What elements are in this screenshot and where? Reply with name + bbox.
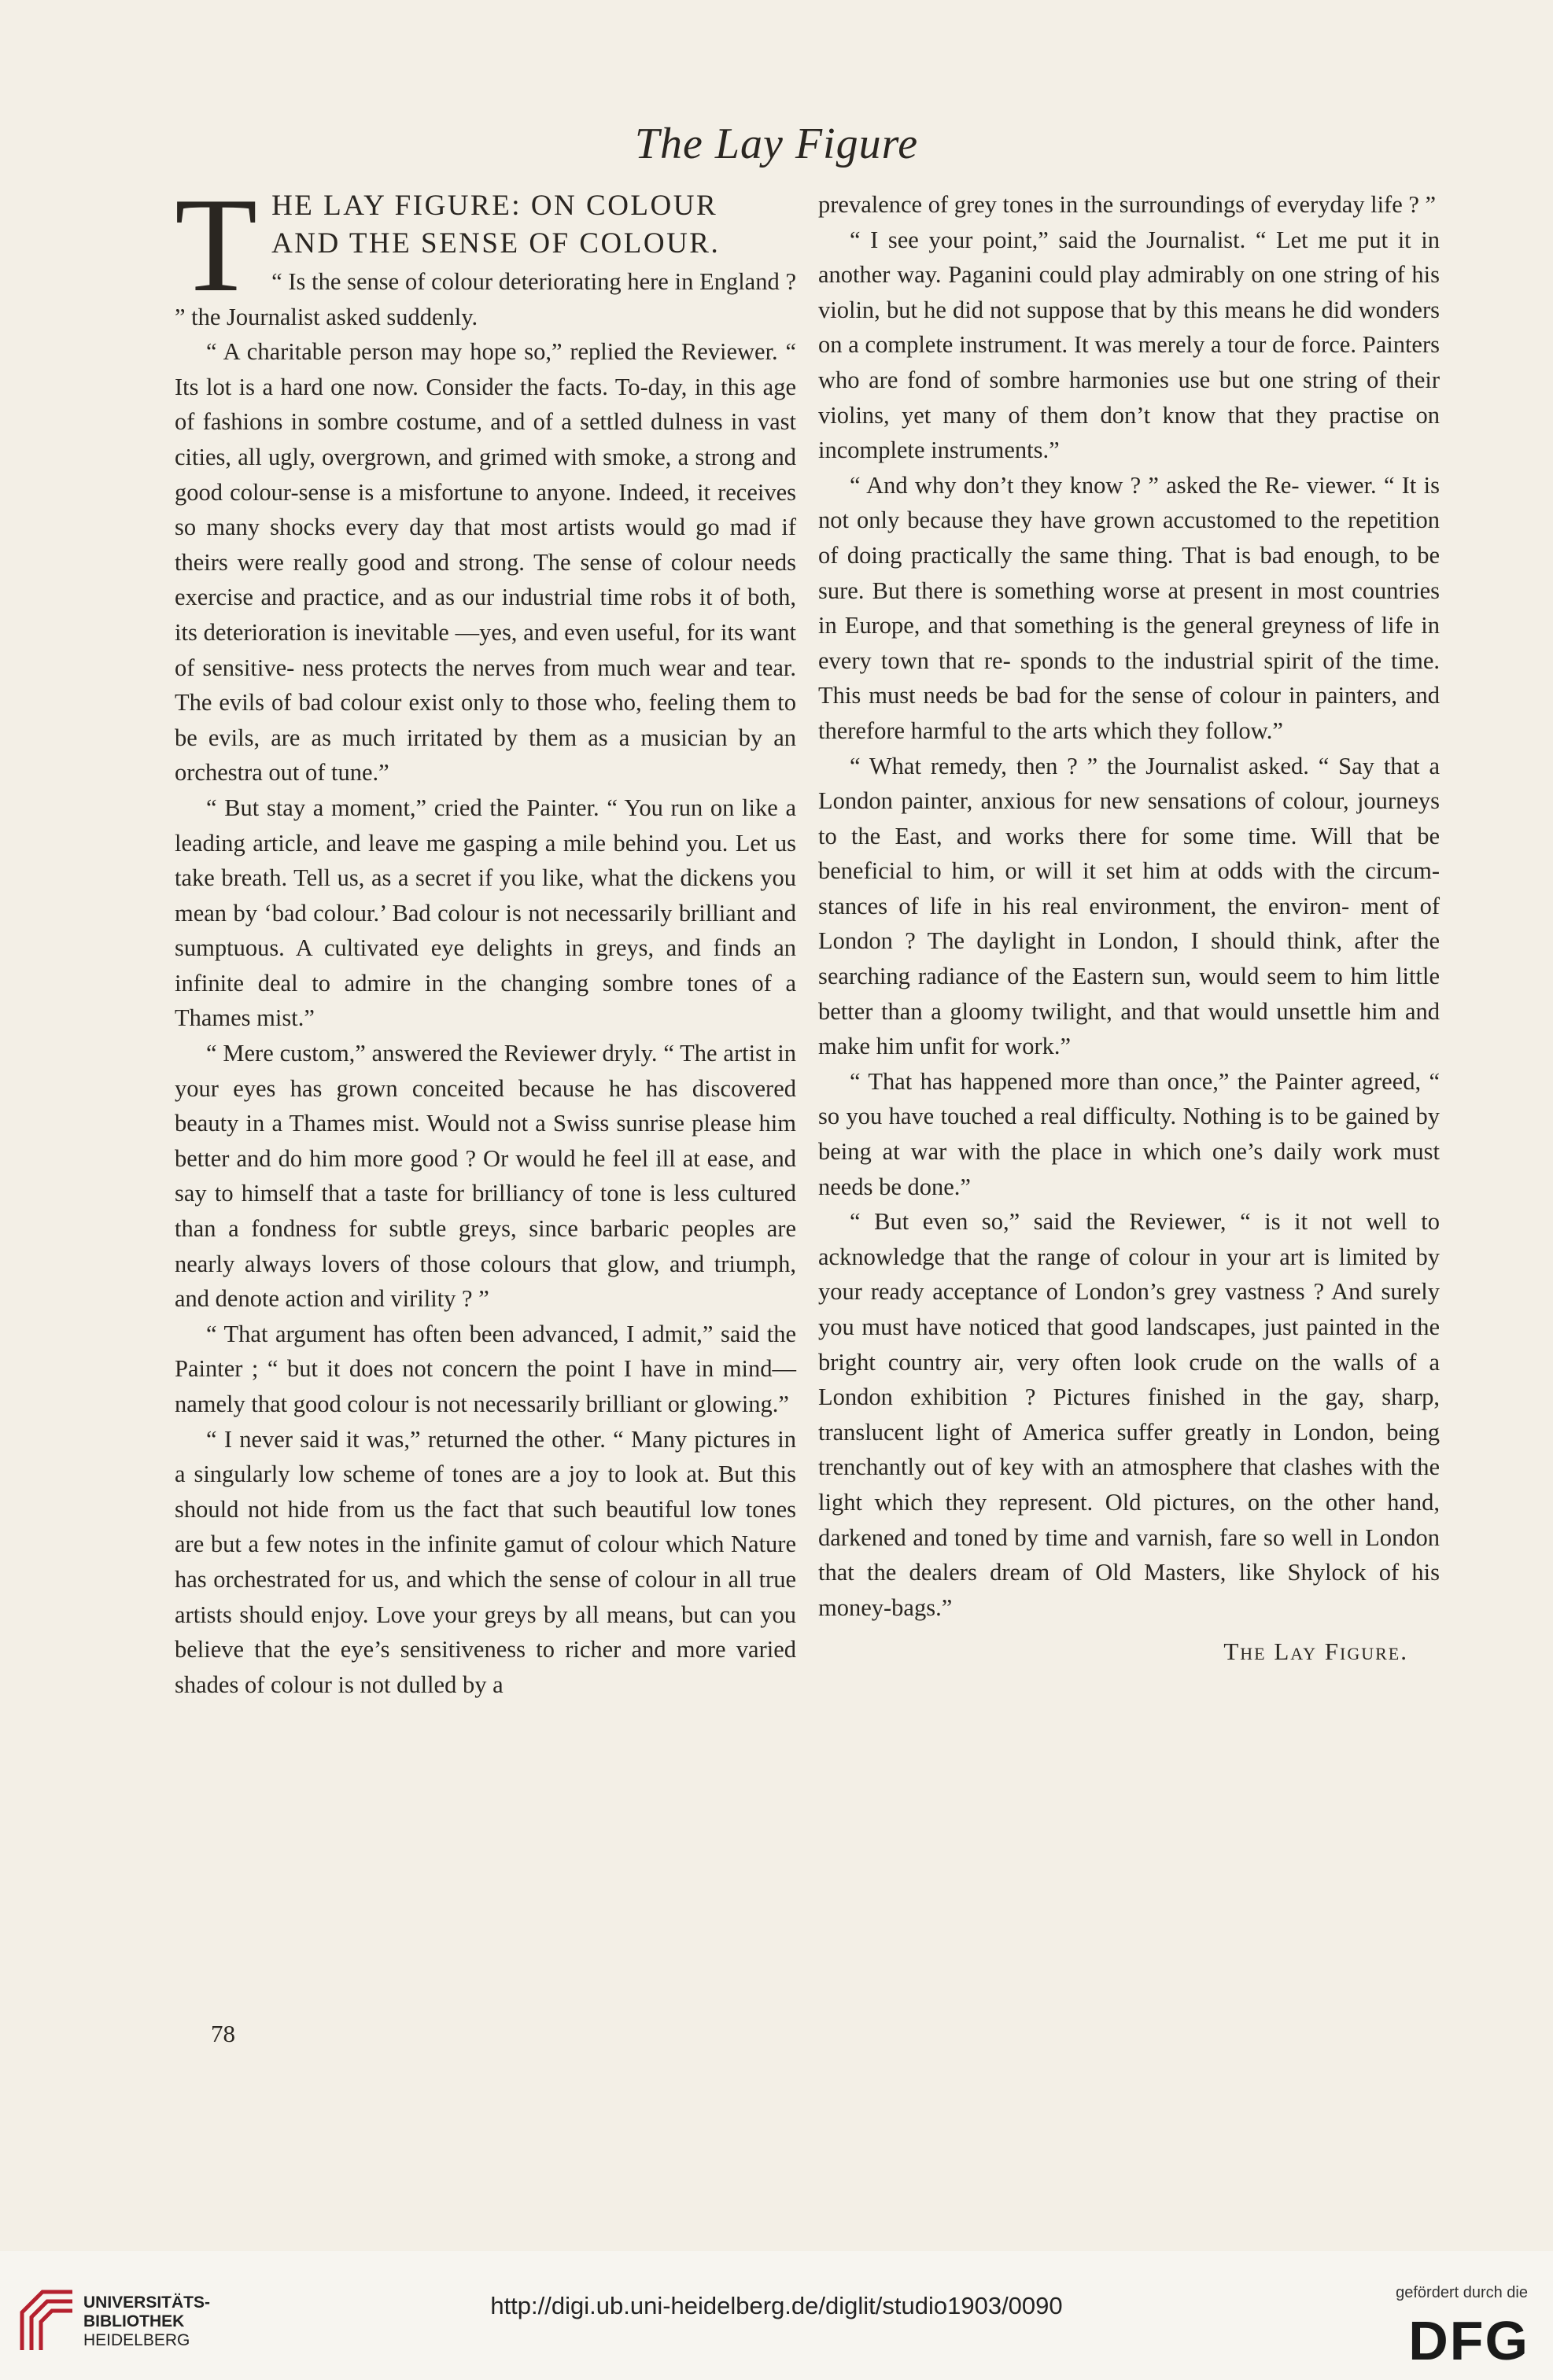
drop-cap: T (175, 171, 258, 320)
paragraph: “ I see your point,” said the Journalist. “ Let me put it in another way. Paganini could play admirably on one string of his violin, but he did not suppose that by this means he did wonders on a complete instrument. It was merely a tour de force. Painters who are fond of sombre harmonies use but one string of their violins, yet many of them don’t know that they practise on incomplete instruments.” (818, 226, 1440, 464)
paragraph: “ I never said it was,” returned the other. “ Many pictures in a singularly low scheme of tones are a joy to look at. But this should not hide from us the fact that such beautiful low tones are but a few notes in the infinite gamut of colour which Nature has orchestrated for us, and which the sense of colour in all true artists should enjoy. Love your greys by all means, but can you believe that the eye’s sensitiveness to richer and more varied shades of colour is not dulled by a (175, 1425, 796, 1698)
paragraph: “ That has happened more than once,” the Painter agreed, “ so you have touched a real difficulty. Nothing is to be gained by being at war with the place in which one’s daily work must needs be done.” (818, 1067, 1440, 1200)
paragraph: “ A charitable person may hope so,” replied the Reviewer. “ Its lot is a hard one now. Consider the facts. To-day, in this age of fashions in sombre costume, and of a settled dulness in vast cities, all ugly, overgrown, and grimed with smoke, a strong and good colour-sense is a misfortune to anyone. Indeed, it receives so many shocks every day that most artists would go mad if theirs were really good and strong. The sense of colour needs exercise and practice, and as our industrial time robs it of both, its deterioration is inevitable —yes, and even useful, for its want of sensitive- ness protects the nerves from much wear and tear. The evils of bad colour exist only to those who, feeling them to be evils, are as much irritated by them as a musician by an orchestra out of tune.” (175, 338, 796, 787)
paragraph: “ What remedy, then ? ” the Journalist asked. “ Say that a London painter, anxious for new sensations of colour, journeys to the East, and works there for some time. Will that be beneficial to him, or will it set him at odds with the circum- stances of life in his real environment, the environ- ment of London ? The daylight in London, I should think, after the searching radiance of the Eastern sun, would seem to him little better than a gloomy twilight, and that would unsettle him and make him unfit for work.” (818, 752, 1440, 1060)
source-url-link[interactable]: http://digi.ub.uni-heidelberg.de/diglit/studio1903/0090 (490, 2292, 1063, 2319)
paragraph: “ That argument has often been advanced, I admit,” said the Painter ; “ but it does not concern the point I have in mind—namely that good colour is not necessarily brilliant or glowing.” (175, 1320, 796, 1417)
paragraph-continuation: prevalence of grey tones in the surroundings of everyday life ? ” (818, 191, 1437, 218)
article-left-column (175, 171, 796, 1702)
heading-line-1: HE LAY FIGURE: ON COLOUR (271, 190, 718, 222)
library-name-line: BIBLIOTHEK (83, 2312, 185, 2330)
funded-by-label: gefördert durch die (1396, 2284, 1528, 2301)
library-name-line: UNIVERSITÄTS- (83, 2293, 211, 2312)
paragraph: “ Is the sense of colour deteriorating here in England ? ” the Journalist asked suddenly. (175, 268, 796, 330)
paragraph: “ But stay a moment,” cried the Painter. “ You run on like a leading article, and leave me gasping a mile behind you. Let us take breath. Tell us, as a secret if you like, what the dickens you mean by ‘bad colour.’ Bad colour is not necessarily brilliant and sumptuous. A cultivated eye delights in greys, and finds an infinite deal to admire in the changing sombre tones of a Thames mist.” (175, 794, 796, 1032)
paragraph: “ Mere custom,” answered the Reviewer dryly. “ The artist in your eyes has grown conceited because he has discovered beauty in a Thames mist. Would not a Swiss sunrise please him better and do him more good ? Or would he feel ill at ease, and say to himself that a taste for brilliancy of tone is less cultured than a fondness for subtle greys, since barbaric peoples are nearly always lovers of those colours that glow, and triumph, and denote action and virility ? ” (175, 1040, 796, 1313)
digitization-footer (0, 2251, 1553, 2380)
page-header-title: The Lay Figure (634, 120, 919, 168)
page-number: 78 (211, 2020, 235, 2047)
library-name-line: HEIDELBERG (83, 2331, 190, 2349)
paragraph: “ And why don’t they know ? ” asked the Re- viewer. “ It is not only because they have grown accustomed to the repetition of doing practically the same thing. That is bad enough, to be sure. But there is something worse at present in most countries in Europe, and that something is the general greyness of life in every town that re- sponds to the industrial spirit of the time. This must needs be bad for the sense of colour in painters, and therefore harmful to the arts which they follow.” (818, 471, 1440, 744)
dfg-logo: DFG (1408, 2310, 1529, 2371)
article-signature: The Lay Figure. (1223, 1638, 1408, 1666)
article-right-column (818, 187, 1440, 1670)
paragraph: “ But even so,” said the Reviewer, “ is it not well to acknowledge that the range of colour in your art is limited by your ready acceptance of London’s grey vastness ? And surely you must have noticed that good landscapes, just painted in the bright country air, very often look crude on the walls of a London exhibition ? Pictures finished in the gay, sharp, translucent light of America suffer greatly in London, being trenchantly out of key with an atmosphere that clashes with the light which they represent. Old pictures, on the other hand, darkened and toned by time and varnish, fare so well in London that the dealers dream of Old Masters, like Shylock of his money-bags.” (818, 1208, 1440, 1621)
heading-line-2: AND THE SENSE OF COLOUR. (271, 227, 721, 260)
